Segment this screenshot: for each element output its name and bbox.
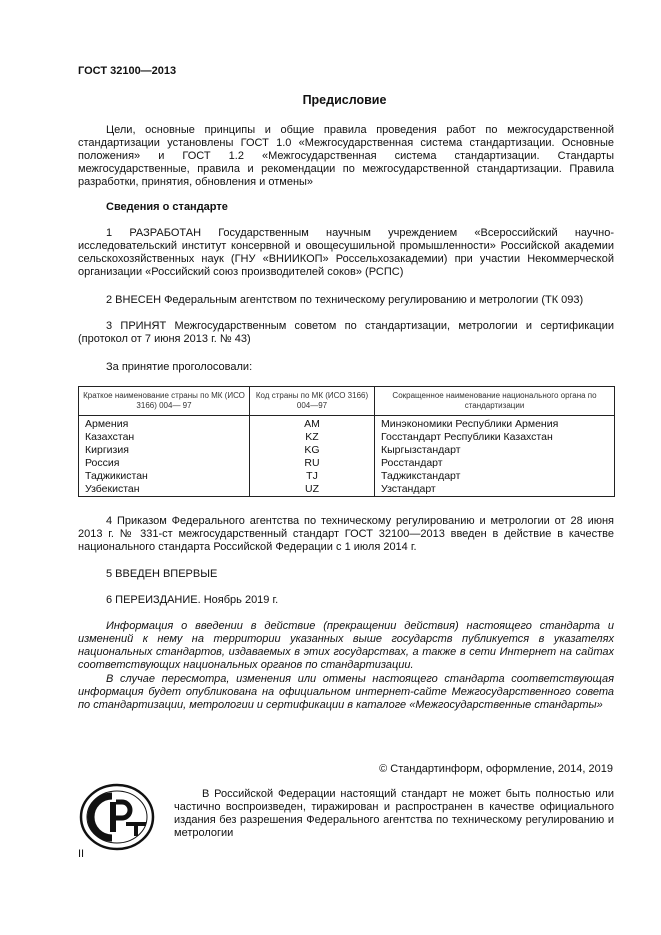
table-row	[79, 470, 615, 483]
cell-body: Таджикстандарт	[375, 470, 615, 483]
voting-table	[78, 386, 615, 497]
cell-code: UZ	[250, 483, 375, 497]
item-6-reissue: 6 ПЕРЕИЗДАНИЕ. Ноябрь 2019 г.	[106, 594, 279, 606]
cell-country: Казахстан	[79, 431, 250, 444]
table-row	[79, 444, 615, 457]
intro-paragraph: Цели, основные принципы и общие правила проведения работ по межгосударственной стандартизации установлены ГОСТ 1.0 «Межгосударственная система стандартизации. Основные положения» и ГОСТ 1.2 «Межгосударственная система стандартизации. Стандарты межгосударственные, правила и рекомендации по межгосударственной стандартизации. Правила разработки, принятия, обновления и отмены»	[78, 124, 614, 188]
cell-code: RU	[250, 457, 375, 470]
table-row	[79, 431, 615, 444]
cell-country: Таджикистан	[79, 470, 250, 483]
copyright-notice: © Стандартинформ, оформление, 2014, 2019	[379, 763, 613, 775]
header-body: Сокращенное наименование национального органа по стандартизации	[375, 387, 615, 416]
item-4-order: 4 Приказом Федерального агентства по техническому регулированию и метрологии от 28 июня 2013 г. № 331-ст межгосударственный стандарт ГОСТ 32100—2013 введен в действие в качестве национального стандарта Российской Федерации с 1 июля 2014 г.	[78, 515, 614, 553]
gost-r-certification-logo-icon	[78, 782, 156, 852]
item-2-introduced: 2 ВНЕСЕН Федеральным агентством по техническому регулированию и метрологии (ТК 093)	[106, 294, 584, 306]
cell-country: Узбекистан	[79, 483, 250, 497]
cell-country: Армения	[79, 416, 250, 432]
header-country: Краткое наименование страны по МК (ИСО 3166) 004— 97	[79, 387, 250, 416]
item-5-first-introduced: 5 ВВЕДЕН ВПЕРВЫЕ	[106, 568, 218, 580]
document-code: ГОСТ 32100—2013	[78, 65, 177, 77]
cell-body: Госстандарт Республики Казахстан	[375, 431, 615, 444]
cell-country: Россия	[79, 457, 250, 470]
table-header-row	[79, 387, 615, 416]
header-code: Код страны по МК (ИСО 3166) 004—97	[250, 387, 375, 416]
cell-code: KG	[250, 444, 375, 457]
cell-country: Киргизия	[79, 444, 250, 457]
table-row	[79, 457, 615, 470]
cell-body: Узстандарт	[375, 483, 615, 497]
logo-graphic	[78, 782, 156, 852]
cell-code: KZ	[250, 431, 375, 444]
legal-notice: В Российской Федерации настоящий стандарт не может быть полностью или частично воспроизведен, тиражирован и распространен в качестве официального издания без разрешения Федерального агентства по техническому регулированию и метрологии	[174, 788, 614, 839]
cell-body: Росстандарт	[375, 457, 615, 470]
cell-body: Минэкономики Республики Армения	[375, 416, 615, 432]
table-row	[79, 483, 615, 497]
cell-code: AM	[250, 416, 375, 432]
item-1-developed: 1 РАЗРАБОТАН Государственным научным учреждением «Всероссийский научно-исследовательский институт консервной и овощесушильной промышленности» Российской академии сельскохозяйственных наук (ГНУ «ВНИИКОП» Россельхозакадемии) при участии Некоммерческой организации «Российский союз производителей соков» (РСПС)	[78, 227, 614, 278]
vote-intro: За принятие проголосовали:	[106, 361, 253, 373]
item-3-adopted: 3 ПРИНЯТ Межгосударственным советом по стандартизации, метрологии и сертификации (протокол от 7 июня 2013 г. № 43)	[78, 320, 614, 345]
cell-body: Кыргызстандарт	[375, 444, 615, 457]
note-revision-info: В случае пересмотра, изменения или отмены настоящего стандарта соответствующая информация будет опубликована на официальном интернет-сайте Межгосударственного совета по стандартизации, метрологии и сертификации в каталоге «Межгосударственные стандарты»	[78, 673, 614, 711]
note-introduction-info: Информация о введении в действие (прекращении действия) настоящего стандарта и изменений к нему на территории указанных выше государств публикуется в указателях национальных стандартов, издаваемых в этих государствах, а также в сети Интернет на сайтах соответствующих национальных органов по стандартизации.	[78, 620, 614, 671]
section-heading: Сведения о стандарте	[106, 201, 228, 213]
cell-code: TJ	[250, 470, 375, 483]
page-number: II	[78, 848, 85, 860]
table-row	[79, 416, 615, 432]
page-title: Предисловие	[302, 93, 387, 107]
